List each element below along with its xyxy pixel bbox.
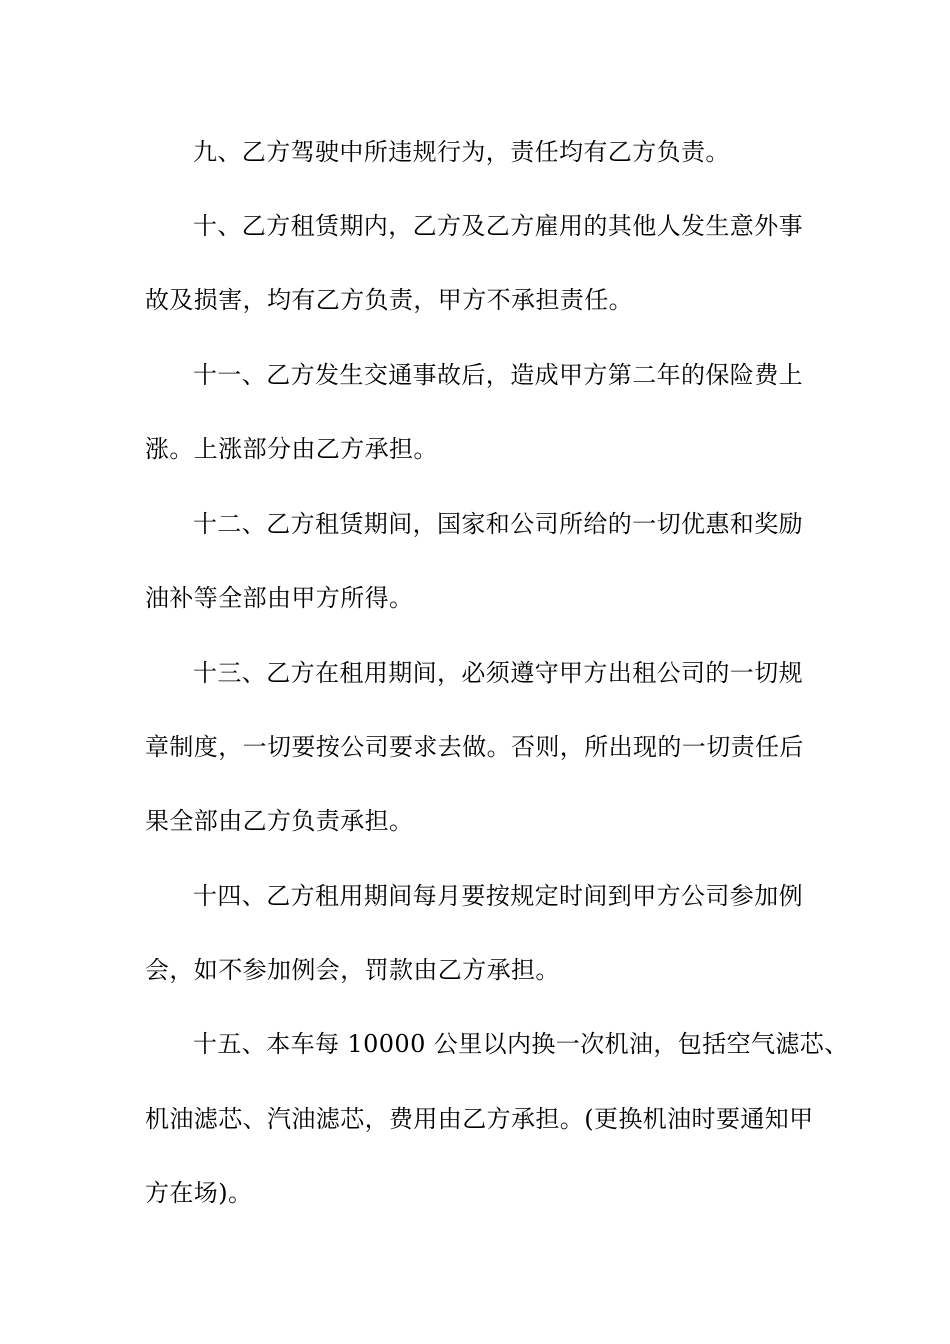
clause-15-line-1: 十五、本车每 10000 公里以内换一次机油，包括空气滤芯、 — [193, 1030, 849, 1058]
clause-10-line-2: 故及损害，均有乙方负责，甲方不承担责任。 — [145, 286, 633, 314]
clause-14-line-1: 十四、乙方租用期间每月要按规定时间到甲方公司参加例 — [193, 882, 803, 910]
clause-10-line-1: 十、乙方租赁期内，乙方及乙方雇用的其他人发生意外事 — [193, 212, 803, 240]
clause-13-line-1: 十三、乙方在租用期间，必须遵守甲方出租公司的一切规 — [193, 659, 803, 687]
clause-11-line-1: 十一、乙方发生交通事故后，造成甲方第二年的保险费上 — [193, 361, 803, 389]
clause-13-line-2: 章制度，一切要按公司要求去做。否则，所出现的一切责任后 — [145, 733, 804, 761]
clause-13-line-3: 果全部由乙方负责承担。 — [145, 807, 414, 835]
clause-15-line-3: 方在场)。 — [145, 1179, 253, 1207]
clause-12-line-1: 十二、乙方租赁期间，国家和公司所给的一切优惠和奖励 — [193, 510, 803, 538]
clause-9-line-1: 九、乙方驾驶中所违规行为，责任均有乙方负责。 — [193, 138, 730, 166]
clause-11-line-2: 涨。上涨部分由乙方承担。 — [145, 435, 438, 463]
clause-12-line-2: 油补等全部由甲方所得。 — [145, 584, 414, 612]
clause-15-line-2: 机油滤芯、汽油滤芯，费用由乙方承担。(更换机油时要通知甲 — [145, 1105, 814, 1133]
clause-14-line-2: 会，如不参加例会，罚款由乙方承担。 — [145, 956, 560, 984]
